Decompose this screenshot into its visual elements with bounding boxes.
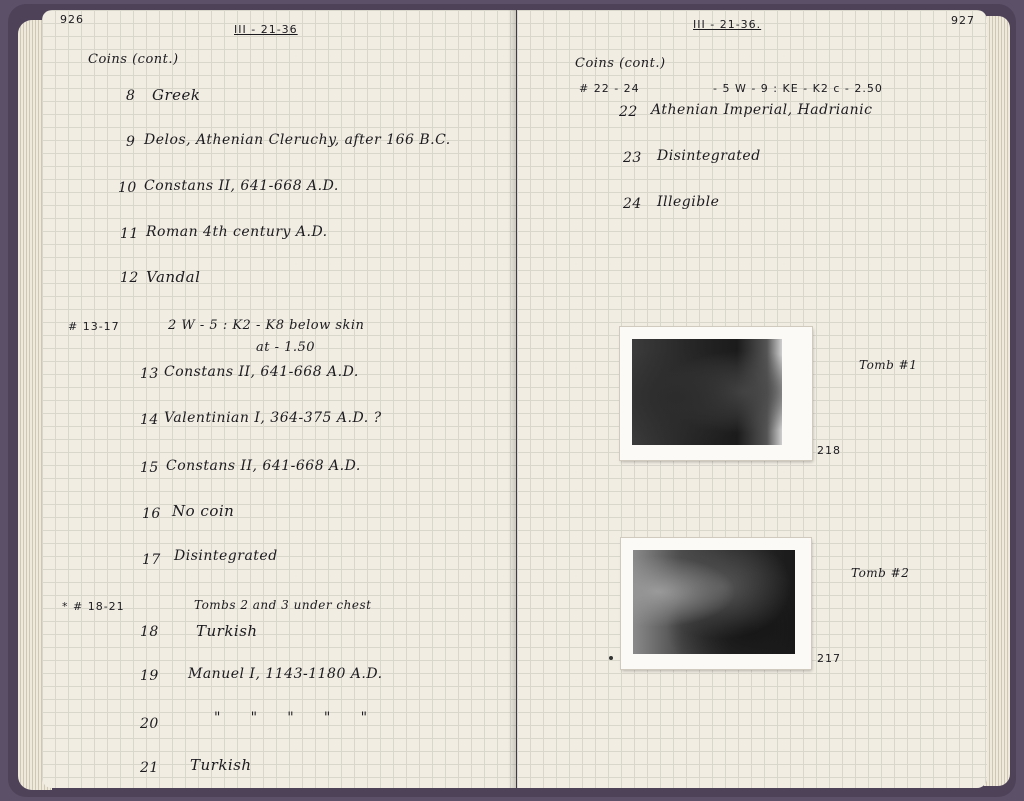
entry-text: Constans II, 641-668 A.D.	[144, 178, 339, 194]
entry-text: Roman 4th century A.D.	[146, 224, 328, 240]
left-page	[42, 10, 516, 788]
entry-number: 10	[118, 180, 137, 196]
page-date: III - 21-36	[234, 23, 298, 36]
group-text: Tombs 2 and 3 under chest	[194, 598, 372, 612]
page-date: III - 21-36.	[693, 18, 762, 31]
entry-number: 8	[126, 88, 136, 104]
page-edges-right	[984, 16, 1010, 786]
entry-text: Manuel I, 1143-1180 A.D.	[188, 666, 383, 682]
tomb-photo-1	[620, 327, 812, 460]
right-page	[517, 10, 987, 788]
entry-number: 15	[140, 460, 159, 476]
entry-text: Delos, Athenian Cleruchy, after 166 B.C.	[144, 132, 451, 148]
page-heading: Coins (cont.)	[575, 56, 666, 71]
entry-text: Disintegrated	[174, 548, 278, 564]
entry-text: Illegible	[657, 194, 720, 210]
entry-text: Constans II, 641-668 A.D.	[166, 458, 361, 474]
entry-number: 13	[140, 366, 159, 382]
page-number: 926	[60, 13, 84, 26]
entry-number: 16	[142, 506, 161, 522]
entry-number: 20	[140, 716, 159, 732]
entry-text: Valentinian I, 364-375 A.D. ?	[164, 410, 382, 426]
group-text: 2 W - 5 : K2 - K8 below skin	[168, 318, 365, 333]
photo-number: 217	[817, 652, 841, 665]
page-heading: Coins (cont.)	[88, 52, 179, 67]
entry-number: 14	[140, 412, 159, 428]
photo-image	[633, 550, 795, 654]
entry-number: 17	[142, 552, 161, 568]
page-number: 927	[951, 14, 975, 27]
entry-text: Vandal	[146, 268, 201, 286]
photo-caption: Tomb #2	[851, 566, 910, 580]
entry-number: 12	[120, 270, 139, 286]
entry-text: No coin	[172, 502, 235, 520]
group-text: - 5 W - 9 : KE - K2 c - 2.50	[713, 82, 883, 95]
entry-number: 9	[126, 134, 136, 150]
entry-text: Greek	[152, 86, 201, 104]
entry-text: Disintegrated	[657, 148, 761, 164]
entry-text: Constans II, 641-668 A.D.	[164, 364, 359, 380]
entry-number: 19	[140, 668, 159, 684]
entry-text: " " " " "	[214, 710, 368, 726]
entry-number: 23	[623, 150, 642, 166]
group-label: # 13-17	[68, 320, 120, 333]
photo-number: 218	[817, 444, 841, 457]
tomb-photo-2	[621, 538, 811, 669]
group-label: * # 18-21	[62, 600, 125, 613]
ink-dot	[609, 656, 613, 660]
entry-number: 21	[140, 760, 159, 776]
photo-caption: Tomb #1	[859, 358, 918, 372]
photo-image	[632, 339, 782, 445]
group-label: # 22 - 24	[579, 82, 640, 95]
entry-text: Turkish	[196, 622, 258, 640]
entry-text: Turkish	[190, 756, 252, 774]
entry-number: 24	[623, 196, 642, 212]
entry-number: 11	[120, 226, 139, 242]
entry-text: Athenian Imperial, Hadrianic	[651, 102, 873, 118]
entry-number: 18	[140, 624, 159, 640]
entry-number: 22	[619, 104, 638, 120]
group-text-continued: at - 1.50	[256, 340, 316, 355]
